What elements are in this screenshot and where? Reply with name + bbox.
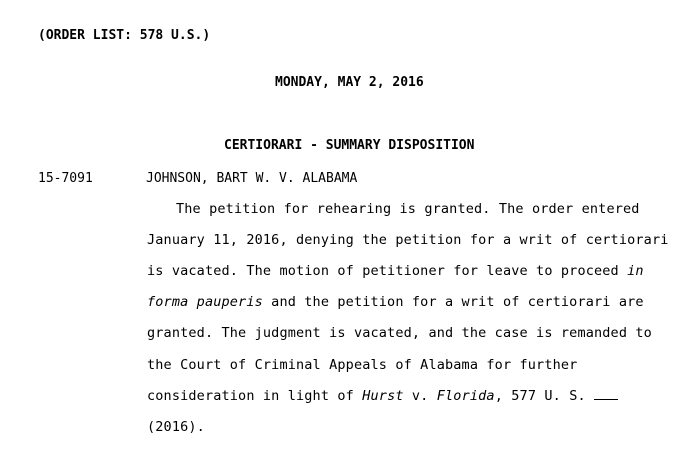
body-text: is vacated. The motion of petitioner for leave to proceed [147,263,628,279]
body-text: and the petition for a writ of certiorari are [262,294,644,310]
order-date: MONDAY, MAY 2, 2016 [275,75,424,90]
body-line-8 [147,419,205,435]
body-line-5 [147,325,652,341]
italic-text: in [627,263,644,279]
body-text: granted. The judgment is vacated, and the case is remanded to [147,325,652,341]
body-text: consideration in light of [147,388,363,404]
body-line-6 [147,357,577,373]
order-list-header: (ORDER LIST: 578 U.S.) [38,28,211,43]
body-text: v. [403,388,437,404]
case-caption: JOHNSON, BART W. V. ALABAMA [146,171,358,186]
section-heading: CERTIORARI - SUMMARY DISPOSITION [224,138,475,153]
body-text: the Court of Criminal Appeals of Alabama for further [147,357,578,373]
body-line-1 [176,201,640,217]
body-text: The petition for rehearing is granted. The order entered [176,201,640,217]
case-name-italic: Florida [436,388,495,404]
italic-text: forma pauperis [147,294,263,310]
body-text: , 577 U. S. [494,388,595,404]
body-text: (2016). [147,419,205,435]
body-line-2 [147,232,669,248]
body-line-4 [147,294,644,310]
case-name-italic: Hurst [362,388,404,404]
body-line-3 [147,263,644,279]
body-text: January 11, 2016, denying the petition for a writ of certiorari [147,232,669,248]
body-line-7 [147,388,618,404]
docket-number: 15-7091 [38,171,93,186]
page-blank-line [594,389,618,400]
